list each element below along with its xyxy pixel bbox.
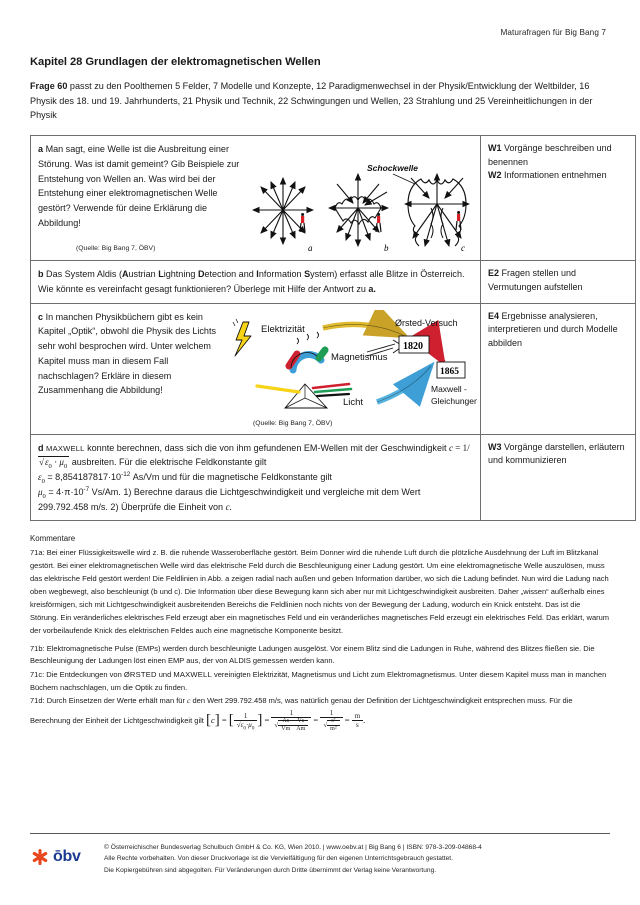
figure-label-licht: Licht — [343, 396, 364, 408]
magnet-icon — [289, 332, 325, 370]
footer-line-3: Die Kopiergebühren sind abgegolten. Für Veränderungen durch Dritte übernimmt der Verlag keine Verantwortung. — [104, 866, 437, 874]
page-header-label: Maturafragen für Big Bang 7 — [500, 28, 606, 37]
arrow-light — [377, 366, 431, 402]
competency-text: Vorgänge beschreiben und benennen — [488, 143, 612, 167]
figure-unification — [227, 310, 477, 422]
figure-person-a — [300, 213, 305, 232]
competency-code: W2 — [488, 170, 502, 181]
formula-term-3 — [320, 709, 342, 733]
competency-text: Vorgänge darstellen, erläutern und kommunizieren — [488, 441, 625, 466]
acronym-cap: A — [121, 269, 129, 280]
obv-wordmark: ōbv — [53, 848, 81, 865]
page-footer — [30, 842, 482, 876]
lightning-bolt-icon — [233, 319, 251, 356]
frac-den: √ $\frac{\text{s²}}{\text{m²}}$ — [320, 718, 342, 733]
person-name-oersted: ØRSTED — [123, 670, 157, 680]
competency-code: W3 — [488, 441, 502, 452]
formula-c-speed: $c = 1/√\varepsilon_0 \cdot \mu_0$ — [39, 442, 470, 471]
competency-item — [488, 142, 628, 169]
figure-label-gleichungen: Gleichungen — [431, 395, 477, 406]
competency-item — [488, 310, 628, 351]
unit-m2: m² — [330, 725, 337, 732]
acronym-rest: ustrian — [128, 269, 159, 280]
footer-divider — [30, 833, 610, 834]
competency-text: Informationen entnehmen — [501, 170, 607, 181]
eps-value: = 8,854187817·10 — [44, 472, 122, 483]
question-text-b-post: ) erfasst alle Blitze in Österreich. Wie könnte es vereinfacht gesagt funktionieren? Überlege mit Hilfe der Antwort zu — [38, 269, 465, 294]
figure-unification-svg — [227, 310, 477, 422]
figure-panel-label-b: b — [384, 243, 389, 254]
frac-num: 1 — [320, 709, 342, 718]
obv-logo — [30, 842, 104, 867]
competency-cell-d — [481, 434, 636, 521]
comment-text-b: und — [156, 670, 174, 680]
figure-annotation-schockwelle: Schockwelle — [367, 163, 419, 174]
figure-panel-label-a: a — [308, 243, 313, 254]
competency-code: E2 — [488, 268, 500, 279]
unit-as: As — [278, 718, 293, 726]
question-text-d-block: d MAXWELL konnte berechnen, dass sich die von ihm gefundenen EM-Wellen mit der Geschwindigkeit $c = 1/√\varepsilon_0 \cdot \mu_0$ ausbreiten. Für die elektrische Feldkonstante gilt $\varepsilon_0 = 8,854187817\cdot 10^{-12}$ As/Vm und für die magnetische Feldkonstante gilt $\mu_0 = 4\cdot\pi\cdot 10^{-7}$ Vs/Am. 1) Berechne daraus die Lichtgeschwindigkeit und vergleiche mit dem Wert 299.792.458 m/s. 2) Überprüfe die Einheit von c. — [38, 442, 470, 512]
competency-code: W1 — [488, 143, 502, 154]
year-label-1865: 1865 — [440, 366, 459, 377]
person-name-maxwell: MAXWELL — [173, 670, 212, 680]
frac-den: √ $\frac{As}{Vm}$ $\frac{Vs}{Am}$ — [271, 718, 311, 733]
formula-term-2 — [271, 709, 311, 733]
question-text-c-block — [38, 310, 216, 398]
italic-c: c — [187, 696, 191, 706]
frac-num: 1 — [234, 712, 258, 721]
competency-text: Fragen stellen und Vermutungen aufstellen — [488, 268, 583, 292]
comments-section — [30, 534, 610, 733]
prism-icon — [257, 384, 351, 408]
intro-lead: Frage 60 — [30, 81, 68, 91]
unit-s2: s² — [327, 718, 339, 726]
unit-vm: Vm — [281, 725, 291, 732]
competency-text: Ergebnisse analysieren, interpretieren und durch Modelle abbilden — [488, 310, 618, 348]
comment-text: Bei einer Flüssigkeitswelle wird z. B. die ruhende Wasseroberfläche gestört. Beim Donner wird die ruhende Luft durch die plötzliche Ausdehnung der Luft im Blitzkanal gestört. Bei einer elektromagnetischen Welle wird das elektrische Feld durch die Beschleunigung einer Ladung gestört. Um eine elektromagnetische Welle auszulösen, muss das elektrische Feld gestört werden! Die Feldlinien in Abb. a zeigen radial nach außen und geben Information darüber, wo sich die Ladung befindet. Nun wird die Ladung nach oben wegbewegt, also beschleunigt (b und c). Die Information über diese Bewegung kann sich aber nur mit Lichtgeschwindigkeit ausbreiten. Daher „wissen“ außerhalb eines kreisförmigen, sich mit Lichtgeschwindigkeit ausbreitenden Bereichs die Feldlinien noch nichts von der Bewegung der Ladung, wodurch ein Knick entsteht. Das ist die Störung. Ein veränderliches elektrisches Feld erzeugt aber ein magnetisches Feld und ein veränderliches magnetisches Feld erzeugt ein elektrisches Feld. Das erklärt, warum der vorbeilaufende Knick des elektrischen Feldes auch eine magnetische Komponente besitzt. — [30, 548, 610, 635]
question-text-b-pre: Das System Aldis ( — [46, 269, 122, 280]
question-text-b-block — [38, 267, 473, 296]
mu-exponent: -7 — [83, 485, 90, 493]
comment-71a — [30, 547, 610, 637]
acronym-rest: nformation — [258, 269, 305, 280]
year-box-1865 — [437, 362, 465, 378]
mu-unit: Vs/Am. 1) Berechne daraus die Lichtgeschwindigkeit und vergleiche mit dem Wert 299.792.458 m/s. 2) Überprüfe die Einheit von — [38, 486, 421, 512]
formula-equals: = — [344, 714, 350, 725]
mu-value: = 4·π·10 — [45, 486, 84, 497]
questions-table — [30, 135, 636, 521]
acronym-cap: I — [256, 269, 259, 280]
arrow-electricity — [323, 324, 405, 336]
competency-code: E4 — [488, 310, 500, 321]
competency-item — [488, 267, 628, 294]
competency-cell-b — [481, 261, 636, 303]
table-row — [31, 136, 636, 261]
formula-term-1 — [234, 712, 258, 732]
frac-den: $√\varepsilon_0\cdot\mu_0$ — [236, 721, 255, 732]
figure-panel-label-c: c — [461, 243, 465, 254]
table-row — [31, 434, 636, 521]
competency-item — [488, 441, 628, 468]
comment-text-a: Die Entdeckungen von — [44, 670, 124, 680]
figure-wave-svg — [245, 160, 475, 256]
comment-71d — [30, 695, 610, 734]
formula-term-4 — [352, 712, 363, 729]
question-cell-b — [31, 261, 481, 303]
question-letter-a: a — [38, 144, 44, 155]
question-letter-d: d — [38, 442, 44, 453]
acronym-rest: etection and — [204, 269, 257, 280]
question-text-a-block — [38, 142, 243, 230]
question-letter-c: c — [38, 311, 44, 322]
formula-lhs-c: c — [210, 714, 215, 725]
question-text-c: In manchen Physikbüchern gibt es kein Kapitel „Optik“, obwohl die Physik des Lichts sehr wohl besprochen wird. Unter welchem Kapitel muss man in diesem Fall nachschlagen? Erkläre in diesem Zusammenhang die Abbildung! — [38, 311, 217, 396]
comment-text-c: vereinigten Elektrizität, Magnetismus und Licht zum Elektromagnetismus. Unter diesem Kapitel muss man in manchen Büchern nachschlagen, um die Optik zu finden. — [30, 670, 607, 693]
eps-unit: As/Vm und für die magnetische Feldkonstante gilt — [130, 472, 332, 483]
comment-text-b: den Wert 299.792.458 m/s, was natürlich genau der Definition der Lichtgeschwindigkeit entsprechen muss. Für die Berechnung der Einheit der Lichtgeschwindigkeit gilt — [30, 696, 573, 725]
comments-title: Kommentare — [30, 534, 76, 544]
question-text-b-ref: a. — [368, 283, 376, 294]
unit-s: s — [356, 721, 359, 730]
figure-label-maxwell: Maxwell - — [431, 383, 467, 394]
comment-id: 71c: — [30, 670, 45, 680]
acronym-cap: L — [158, 269, 164, 280]
table-row — [31, 261, 636, 303]
question-cell-a — [31, 136, 481, 261]
footer-line-2: Alle Rechte vorbehalten. Von dieser Druckvorlage ist die Vervielfältigung für den eigenen Unterrichtsgebrauch gestattet. — [104, 855, 453, 863]
formula-equals: = — [264, 714, 270, 725]
unit-m: m — [352, 712, 363, 721]
acronym-cap: S — [304, 269, 311, 280]
mu-end: c. — [225, 501, 232, 512]
comment-71c — [30, 668, 610, 695]
intro-body: passt zu den Poolthemen 5 Felder, 7 Modelle und Konzepte, 12 Paradigmenwechsel in der Physik/Entwicklung der Weltbilder, 16 Physik des 18. und 19. Jahrhunderts, 21 Physik und Technik, 22 Schwingungen und Wellen, 23 Strahlung und 25 Vereinheitlichungen in der Physik — [30, 81, 593, 121]
person-name-maxwell: MAXWELL — [46, 443, 85, 453]
figure-person-c — [456, 211, 461, 230]
acronym-rest: ightning — [163, 269, 198, 280]
frac-num: 1 — [271, 709, 311, 718]
competency-cell-c — [481, 303, 636, 434]
figure-source-a: (Quelle: Big Bang 7, ÖBV) — [76, 244, 156, 252]
final-formula: [c] = [ $\frac{1}{√\varepsilon_0\cdot\mu_0}$ ] = 1 √ $\frac{As}{Vm}$ $\frac{Vs}{Am}$ = 1 √ $\frac{\text{s²}}{\text{m²}}$ = $\frac{m}{s}$ . — [205, 708, 366, 732]
formula-equals: = — [313, 714, 319, 725]
figure-label-magnetismus: Magnetismus — [331, 351, 388, 363]
acronym-cap: D — [197, 269, 205, 280]
question-letter-b: b — [38, 269, 44, 280]
comment-id: 71b: — [30, 643, 45, 653]
comment-id: 71d: — [30, 696, 45, 706]
competency-item — [488, 169, 628, 183]
formula-equals: = — [221, 714, 227, 725]
comment-71b — [30, 643, 610, 669]
question-text-a: Man sagt, eine Welle ist die Ausbreitung einer Störung. Was ist damit gemeint? Gib Beispiele zur Entstehung von Wellen an. Was wird bei der Entstehung einer elektromagnetischen Welle gestört? Verwende für deine Erklärung die Abbildung! — [38, 144, 240, 228]
table-row — [31, 303, 636, 434]
eps-exponent: -12 — [121, 471, 131, 479]
question-cell-d — [31, 434, 481, 521]
question-text-d-part2: ausbreiten. Für die elektrische Feldkonstante gilt — [69, 457, 267, 468]
year-label-1820: 1820 — [403, 340, 423, 352]
obv-star-icon — [30, 847, 50, 867]
question-cell-c — [31, 303, 481, 434]
intro-paragraph — [30, 79, 610, 123]
footer-copyright — [104, 842, 482, 876]
figure-wave-emission — [245, 160, 475, 256]
figure-source-c: (Quelle: Big Bang 7, ÖBV) — [253, 419, 333, 427]
comment-text-a: Durch Einsetzen der Werte erhält man für — [44, 696, 188, 706]
figure-label-elektrizitaet: Elektrizität — [261, 323, 305, 335]
year-box-1820 — [399, 336, 429, 353]
unit-am: Am — [296, 725, 306, 732]
question-text-d-part1: konnte berechnen, dass sich die von ihm gefundenen EM-Wellen mit der Geschwindigkeit — [84, 442, 450, 453]
unit-vs: Vs — [293, 718, 308, 726]
competency-cell-a — [481, 136, 636, 261]
comment-id: 71a: — [30, 548, 45, 558]
footer-line-1: © Österreichischer Bundesverlag Schulbuch GmbH & Co. KG, Wien 2010. | www.oebv.at | Big Bang 6 | ISBN: 978-3-209-04868-4 — [104, 844, 482, 851]
page-title: Kapitel 28 Grundlagen der elektromagnetischen Wellen — [30, 56, 321, 68]
comment-text: Elektromagnetische Pulse (EMPs) werden durch beschleunigte Ladungen ausgelöst. Vor einem Blitz sind die Ladungen in Ruhe, während des Blitzes fließen sie. Die Beschleunigung der Ladungen löst einen EMP aus, der von ALDIS gemessen werden kann. — [30, 643, 595, 666]
figure-label-oersted: Ørsted-Versuch — [395, 317, 458, 328]
acronym-rest: ystem — [310, 269, 335, 280]
